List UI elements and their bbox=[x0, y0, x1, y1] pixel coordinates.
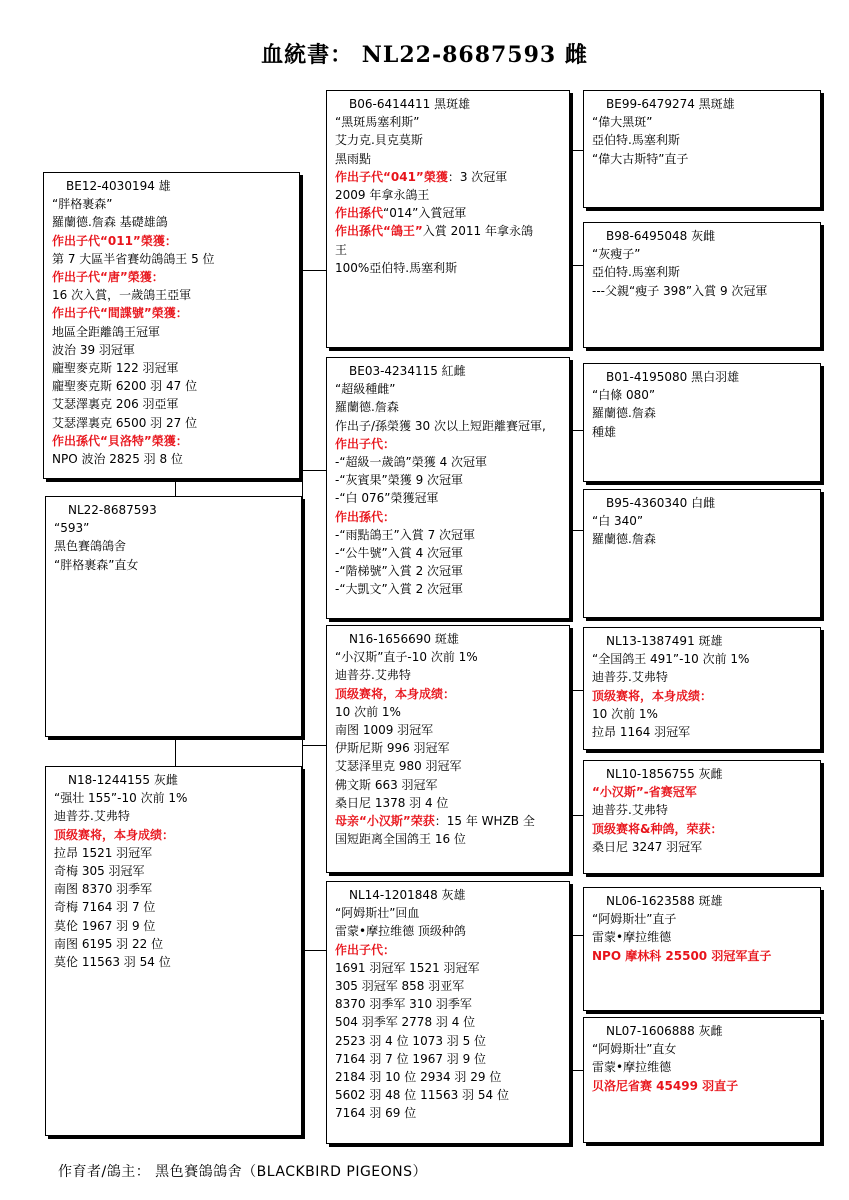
ring-number: B06-6414411 黑斑雄 bbox=[349, 97, 471, 111]
card-line: 黑雨點 bbox=[335, 151, 372, 166]
great-grandparent-2-card bbox=[583, 222, 821, 348]
highlight-line: 顶级赛将，本身成绩： bbox=[592, 688, 713, 703]
card-line: 莫伦 1967 羽 9 位 bbox=[54, 918, 156, 933]
card-line: 迪普芬.艾弗特 bbox=[592, 803, 668, 818]
card-line: 雷蒙•摩拉维德 bbox=[592, 1060, 672, 1075]
card-line: -“公牛號”入賞 4 次冠軍 bbox=[335, 546, 464, 561]
connector-line bbox=[571, 690, 572, 815]
great-grandparent-3-card bbox=[583, 363, 821, 482]
card-line bbox=[335, 812, 563, 830]
card-line: 7164 羽 69 位 bbox=[335, 1106, 417, 1121]
card-line: “偉大黑斑” bbox=[592, 115, 653, 130]
line-text: ：3 次冠軍 bbox=[447, 169, 508, 184]
connector-line bbox=[302, 470, 326, 471]
connector-line bbox=[571, 1070, 583, 1071]
highlight-text: 作出子代“041”榮獲 bbox=[335, 169, 448, 184]
card-line: 10 次前 1% bbox=[335, 704, 401, 719]
card-line: 黑色賽鴿鴿舍 bbox=[54, 539, 127, 554]
card-line: 羅蘭德.詹森 bbox=[592, 406, 656, 421]
great-grandparent-8-card bbox=[583, 1017, 821, 1143]
grandsire-maternal-card bbox=[326, 625, 570, 873]
card-line: 10 次前 1% bbox=[592, 706, 658, 721]
card-line: “阿姆斯壮”直子 bbox=[592, 912, 677, 927]
great-grandparent-4-card bbox=[583, 489, 821, 618]
card-line: 伊斯尼斯 996 羽冠军 bbox=[335, 741, 450, 756]
highlight-line: NPO 摩林科 25500 羽冠军直子 bbox=[592, 948, 772, 963]
card-line: 7164 羽 7 位 1967 羽 9 位 bbox=[335, 1051, 487, 1066]
card-line: 奇梅 305 羽冠军 bbox=[54, 864, 145, 879]
highlight-line: 贝洛尼省赛 45499 羽直子 bbox=[592, 1078, 739, 1093]
card-line: 504 羽季军 2778 羽 4 位 bbox=[335, 1015, 476, 1030]
line-text: 入賞 2011 年拿永鴿 bbox=[422, 224, 533, 239]
great-grandparent-5-card bbox=[583, 627, 821, 750]
card-line: 艾瑟泽里克 980 羽冠军 bbox=[335, 759, 462, 774]
card-line: 地區全距離鴿王冠軍 bbox=[52, 324, 161, 339]
highlight-line: 作出子代： bbox=[335, 942, 396, 957]
card-line: “全国鸽王 491”-10 次前 1% bbox=[592, 652, 750, 667]
card-line: 羅蘭德.詹森 bbox=[335, 400, 399, 415]
card-line: 波治 39 羽冠軍 bbox=[52, 342, 135, 357]
card-line: 龐聖麥克斯 6200 羽 47 位 bbox=[52, 379, 198, 394]
connector-line bbox=[175, 480, 176, 496]
card-line: -“雨點鴿王”入賞 7 次冠軍 bbox=[335, 527, 476, 542]
card-line: “白條 080” bbox=[592, 388, 656, 403]
ring-number: N18-1244155 灰雌 bbox=[68, 773, 178, 787]
card-line: “灰瘦子” bbox=[592, 247, 641, 262]
card-line: 種雄 bbox=[592, 424, 617, 439]
card-line: 艾力克.貝克莫斯 bbox=[335, 133, 423, 148]
card-line: 南图 6195 羽 22 位 bbox=[54, 936, 164, 951]
card-line: 龐聖麥克斯 122 羽冠軍 bbox=[52, 361, 179, 376]
connector-line bbox=[302, 270, 326, 271]
card-line bbox=[335, 222, 563, 240]
card-line: 羅蘭德.詹森 bbox=[592, 532, 656, 547]
card-line: 亞伯特.馬塞利斯 bbox=[592, 265, 680, 280]
card-line: 100%亞伯特.馬塞利斯 bbox=[335, 260, 458, 275]
highlight-line: 作出子代： bbox=[335, 436, 396, 451]
card-line: 桑日尼 3247 羽冠军 bbox=[592, 839, 703, 854]
ring-number: NL14-1201848 灰雄 bbox=[349, 888, 466, 902]
ring-number: NL07-1606888 灰雌 bbox=[606, 1024, 723, 1038]
card-line: “强壮 155”-10 次前 1% bbox=[54, 791, 188, 806]
card-line: 佛文斯 663 羽冠军 bbox=[335, 777, 438, 792]
connector-line bbox=[571, 690, 583, 691]
ring-number: NL22-8687593 bbox=[68, 503, 157, 517]
highlight-line: 作出孫代： bbox=[335, 509, 396, 524]
card-line: 莫伦 11563 羽 54 位 bbox=[54, 955, 171, 970]
card-line: 雷蒙•摩拉维德 bbox=[592, 930, 672, 945]
line-text: “014”入賞冠軍 bbox=[383, 206, 467, 221]
highlight-line: 作出子代“唐”榮獲： bbox=[52, 270, 164, 285]
card-line: “胖格裹森”直女 bbox=[54, 557, 139, 572]
card-line: “阿姆斯壮”直女 bbox=[592, 1042, 677, 1057]
ring-number: B95-4360340 白雌 bbox=[606, 496, 716, 510]
grandsire-paternal-card bbox=[326, 90, 570, 348]
pedigree-title: 血統書： NL22-8687593 雌 bbox=[261, 42, 588, 68]
card-line: 桑日尼 1378 羽 4 位 bbox=[335, 795, 449, 810]
great-grandparent-6-card bbox=[583, 760, 821, 874]
card-line: 雷蒙•摩拉维德 顶级种鸽 bbox=[335, 924, 466, 939]
highlight-line: “小汉斯”-省赛冠军 bbox=[592, 785, 697, 800]
connector-line bbox=[571, 265, 583, 266]
connector-line bbox=[302, 745, 326, 746]
highlight-text: 作出孫代“鴿王” bbox=[335, 224, 423, 239]
ring-number: N16-1656690 斑雄 bbox=[349, 632, 459, 646]
ring-number: NL06-1623588 斑雄 bbox=[606, 894, 723, 908]
card-line: 8370 羽季军 310 羽季军 bbox=[335, 997, 472, 1012]
card-line: “偉大古斯特”直子 bbox=[592, 151, 689, 166]
highlight-line: 顶级赛将，本身成绩： bbox=[54, 827, 175, 842]
card-line: 1691 羽冠军 1521 羽冠军 bbox=[335, 960, 480, 975]
connector-line bbox=[571, 815, 583, 816]
granddam-paternal-card bbox=[326, 357, 570, 619]
highlight-text: 母亲“小汉斯”荣获 bbox=[335, 814, 435, 829]
card-line: 奇梅 7164 羽 7 位 bbox=[54, 900, 156, 915]
card-line: 迪普芬.艾弗特 bbox=[335, 668, 411, 683]
card-line: 拉昂 1521 羽冠军 bbox=[54, 845, 153, 860]
card-line: -“超級一歲鴿”榮獲 4 次冠軍 bbox=[335, 455, 488, 470]
card-line: NPO 波治 2825 羽 8 位 bbox=[52, 452, 183, 467]
connector-line bbox=[571, 935, 583, 936]
highlight-text: 作出孫代 bbox=[335, 206, 384, 221]
card-line: 南图 1009 羽冠军 bbox=[335, 723, 434, 738]
ring-number: BE12-4030194 雄 bbox=[66, 179, 171, 193]
card-line: “小汉斯”直子-10 次前 1% bbox=[335, 650, 478, 665]
card-line: -“白 076”榮獲冠軍 bbox=[335, 491, 439, 506]
highlight-line: 顶级赛将，本身成绩： bbox=[335, 686, 456, 701]
card-line: 南图 8370 羽季军 bbox=[54, 882, 153, 897]
ring-number: NL10-1856755 灰雌 bbox=[606, 767, 723, 781]
card-line: 2523 羽 4 位 1073 羽 5 位 bbox=[335, 1033, 487, 1048]
ring-number: B98-6495048 灰雌 bbox=[606, 229, 716, 243]
granddam-maternal-card bbox=[326, 881, 570, 1144]
card-line: 艾瑟澤裏克 6500 羽 27 位 bbox=[52, 415, 198, 430]
card-line: “白 340” bbox=[592, 514, 644, 529]
card-line bbox=[335, 168, 563, 186]
ring-number: NL13-1387491 斑雄 bbox=[606, 634, 723, 648]
card-line: 艾瑟澤裏克 206 羽亞軍 bbox=[52, 397, 179, 412]
card-line: 迪普芬.艾弗特 bbox=[54, 809, 130, 824]
highlight-line: 顶级赛将&种鸽，荣获： bbox=[592, 821, 723, 836]
line-text: ：15 年 WHZB 全 bbox=[434, 814, 535, 829]
ring-number: BE99-6479274 黑斑雄 bbox=[606, 97, 735, 111]
card-line: 亞伯特.馬塞利斯 bbox=[592, 133, 680, 148]
dam-card bbox=[45, 766, 302, 1136]
card-line: 作出子/孫榮獲 30 次以上短距離賽冠軍, bbox=[335, 418, 546, 433]
connector-line bbox=[175, 737, 176, 766]
card-line: 国短距离全国鸽王 16 位 bbox=[335, 832, 466, 847]
highlight-line: 作出子代“間諜號”榮獲： bbox=[52, 306, 188, 321]
card-line: “阿姆斯壮”回血 bbox=[335, 906, 420, 921]
highlight-line: 作出孫代“貝洛特”榮獲： bbox=[52, 433, 188, 448]
card-line: 第 7 大區半省賽幼鴿鴿王 5 位 bbox=[52, 251, 215, 266]
card-line: 王 bbox=[335, 242, 348, 257]
card-line: -“灰賓果”榮獲 9 次冠軍 bbox=[335, 473, 464, 488]
card-line: 拉昂 1164 羽冠军 bbox=[592, 725, 691, 740]
card-line: ---父親“瘦子 398”入賞 9 次冠軍 bbox=[592, 283, 768, 298]
ring-number: B01-4195080 黑白羽雄 bbox=[606, 370, 740, 384]
card-line: “593” bbox=[54, 521, 90, 536]
card-line: 迪普芬.艾弗特 bbox=[592, 670, 668, 685]
card-line: 2009 年拿永鴿王 bbox=[335, 188, 430, 203]
connector-line bbox=[302, 950, 326, 951]
card-line bbox=[335, 204, 563, 222]
card-line: 305 羽冠军 858 羽亚军 bbox=[335, 979, 465, 994]
card-line: 2184 羽 10 位 2934 羽 29 位 bbox=[335, 1070, 502, 1085]
subject-card bbox=[45, 496, 302, 737]
card-line: “胖格裹森” bbox=[52, 197, 113, 212]
card-line: -“大凱文”入賞 2 次冠軍 bbox=[335, 582, 464, 597]
connector-line bbox=[571, 430, 583, 431]
connector-line bbox=[571, 530, 583, 531]
great-grandparent-1-card bbox=[583, 90, 821, 208]
connector-line bbox=[571, 935, 572, 1070]
sire-card bbox=[43, 172, 300, 479]
card-line: 5602 羽 48 位 11563 羽 54 位 bbox=[335, 1088, 509, 1103]
connector-line bbox=[302, 270, 303, 950]
card-line: 16 次入賞，一歲鴿王亞軍 bbox=[52, 288, 192, 303]
ring-number: BE03-4234115 紅雌 bbox=[349, 364, 466, 378]
card-line: “超級種雌” bbox=[335, 382, 396, 397]
card-line: “黑斑馬塞利斯” bbox=[335, 115, 420, 130]
highlight-line: 作出子代“011”榮獲： bbox=[52, 233, 177, 248]
great-grandparent-7-card bbox=[583, 887, 821, 1011]
card-line: -“階梯號”入賞 2 次冠軍 bbox=[335, 564, 464, 579]
card-line: 羅蘭德.詹森 基礎雄鴿 bbox=[52, 215, 168, 230]
connector-line bbox=[571, 150, 572, 265]
connector-line bbox=[571, 430, 572, 530]
connector-line bbox=[571, 150, 583, 151]
breeder-footer: 作育者/鴿主： 黑色賽鴿鴿舍（BLACKBIRD PIGEONS） bbox=[58, 1164, 428, 1180]
